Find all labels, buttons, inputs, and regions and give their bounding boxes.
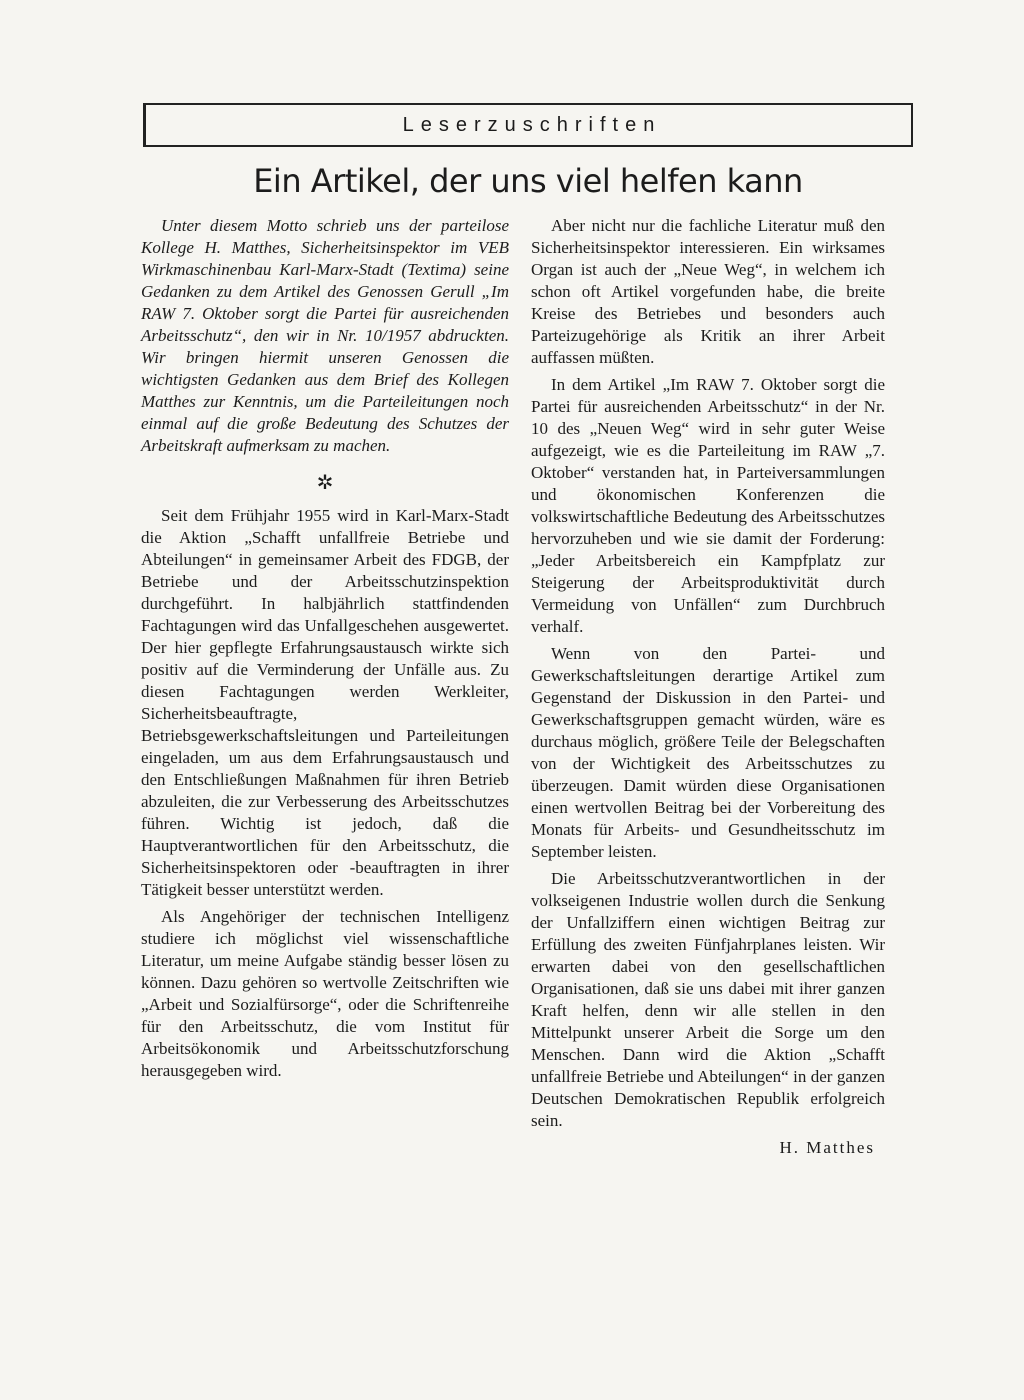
paragraph-1: Seit dem Frühjahr 1955 wird in Karl-Marx-Stadt die Aktion „Schafft unfallfreie Betriebe und Abteilungen“ in gemeinsamer Arbeit des FDGB, der Betriebe und der Arbeitsschutzinspektion durchgeführt. In halbjährlich stattfindenden Fachtagungen wird das Unfallgeschehen ausgewertet. Der hier gepflegte Erfahrungsaustausch wirkte sich positiv auf die Verminderung der Unfälle aus. Zu diesen Fachtagungen werden Werkleiter, Sicherheitsbeauftragte, Betriebsgewerkschaftsleitungen und Parteileitungen eingeladen, um aus dem Erfahrungsaustausch und den Entschließungen Maßnahmen für ihren Betrieb abzuleiten, die zur Verbesserung des Arbeitsschutzes führen. Wichtig ist jedoch, daß die Hauptverantwortlichen für den Arbeitsschutz, die Sicherheitsinspektoren oder -beauftragten in ihrer Tätigkeit besser unterstützt werden. [141, 506, 509, 899]
author-signature: H. Matthes [779, 1138, 875, 1157]
column-left [141, 215, 509, 1087]
paragraph-6: Die Arbeitsschutzverantwortlichen in der volkseigenen Industrie wollen durch die Senkung der Unfallziffern einen wichtigen Beitrag zur Erfüllung des zweiten Fünfjahrplanes leisten. Wir erwarten dabei von den gesellschaftlichen Organisationen, daß sie uns dabei mit ihrer ganzen Kraft helfen, denn wir alle stellen in den Mittelpunkt unserer Arbeit die Sorge um den Menschen. Dann wird die Aktion „Schafft unfallfreie Betriebe und Abteilungen“ in der ganzen Deutschen Demokratischen Republik erfolgreich sein. [531, 869, 885, 1130]
article-title: Ein Artikel, der uns viel helfen kann [253, 162, 803, 200]
paragraph-2: Als Angehöriger der technischen Intelligenz studiere ich möglichst viel wissenschaftliche Literatur, um meine Aufgabe ständig besser lösen zu können. Dazu gehören so wertvolle Zeitschriften wie „Arbeit und Sozialfürsorge“, oder die Schriftenreihe für den Arbeitsschutz, die vom Institut für Arbeitsökonomik und Arbeitsschutzforschung herausgegeben wird. [141, 907, 509, 1080]
separator-star-icon: ✲ [316, 470, 334, 494]
column-right [531, 215, 885, 1159]
section-label: Leserzuschriften [402, 113, 662, 136]
section-header-box [143, 103, 913, 147]
paragraph-5: Wenn von den Partei- und Gewerkschaftsleitungen derartige Artikel zum Gegenstand der Diskussion in den Partei- und Gewerkschaftsgruppen gemacht würden, wäre es durchaus möglich, größere Teile der Belegschaften von der Wichtigkeit des Arbeitsschutzes zu überzeugen. Damit würden diese Organisationen einen wertvollen Beitrag bei der Vorbereitung des Monats für Arbeits- und Gesundheitsschutz im September leisten. [531, 644, 885, 861]
paragraph-3: Aber nicht nur die fachliche Literatur muß den Sicherheitsinspektor interessieren. Ein wirksames Organ ist auch der „Neue Weg“, in welchem ich schon oft Artikel vorgefunden habe, die breite Kreise des Betriebes und besonders auch Parteizugehörige als Kritik an ihrer Arbeit auffassen müßten. [531, 216, 885, 367]
paragraph-4: In dem Artikel „Im RAW 7. Oktober sorgt die Partei für ausreichenden Arbeitsschutz“ in der Nr. 10 des „Neuen Weg“ wird in sehr guter Weise aufgezeigt, wie es die Parteileitung im RAW „7. Oktober“ verstanden hat, in Parteiversammlungen und ökonomischen Konferenzen die volkswirtschaftliche Bedeutung des Arbeitsschutzes hervorzuheben und wie sie damit der Forderung: „Jeder Arbeitsbereich ein Kampfplatz zur Steigerung der Arbeitsproduktivität durch Vermeidung von Unfällen“ zum Durchbruch verhalf. [531, 375, 885, 636]
editorial-intro: Unter diesem Motto schrieb uns der parteilose Kollege H. Matthes, Sicherheitsinspektor im VEB Wirkmaschinenbau Karl-Marx-Stadt (Textima) seine Gedanken zu dem Artikel des Genossen Gerull „Im RAW 7. Oktober sorgt die Partei für ausreichenden Arbeitsschutz“, den wir in Nr. 10/1957 abdruckten. Wir bringen hiermit unseren Genossen die wichtigsten Gedanken aus dem Brief des Kollegen Matthes zur Kenntnis, um die Parteileitungen noch einmal auf die große Bedeutung des Schutzes der Arbeitskraft aufmerksam zu machen. [141, 216, 509, 455]
